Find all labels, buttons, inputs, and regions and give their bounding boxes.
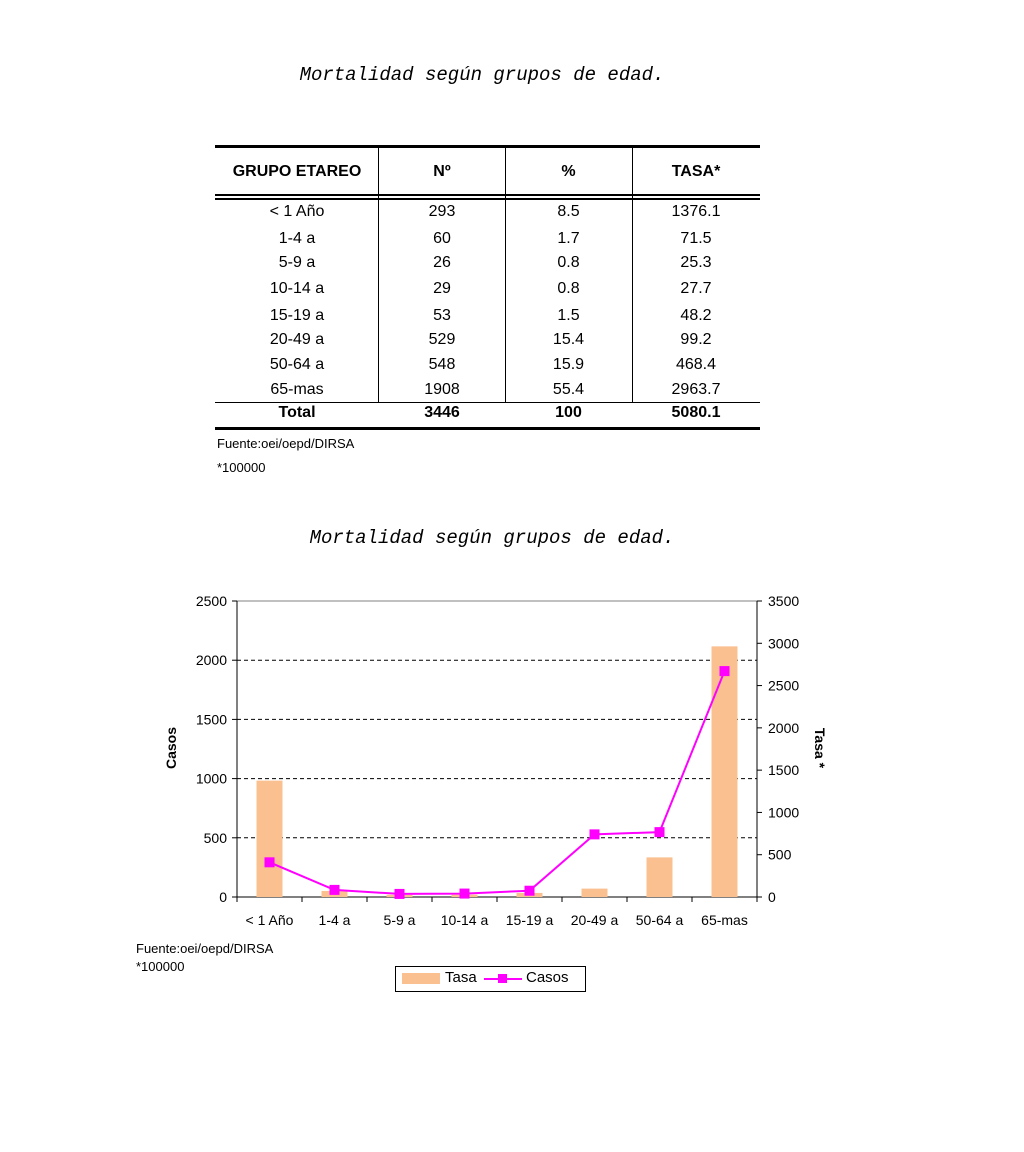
row-porcentaje: 1.5 bbox=[557, 307, 580, 324]
row-grupo: 1-4 a bbox=[278, 230, 316, 247]
bar-tasa bbox=[582, 889, 608, 897]
total-tasa: 5080.1 bbox=[671, 404, 721, 421]
chart-footnote: *100000 bbox=[136, 959, 185, 974]
y-right-tick-label: 3000 bbox=[768, 635, 800, 652]
row-grupo: 15-19 a bbox=[269, 307, 325, 324]
y-right-tick-label: 2500 bbox=[768, 677, 800, 694]
row-grupo: 10-14 a bbox=[269, 280, 325, 297]
row-numero: 529 bbox=[428, 331, 456, 348]
marker-casos bbox=[590, 829, 600, 839]
row-grupo: 5-9 a bbox=[278, 254, 316, 271]
plot-area bbox=[237, 601, 757, 897]
row-tasa: 2963.7 bbox=[671, 381, 721, 398]
y-left-tick-label: 1500 bbox=[195, 711, 227, 728]
chart-source: Fuente:oei/oepd/DIRSA bbox=[136, 941, 274, 956]
y-right-tick-label: 3500 bbox=[768, 593, 800, 609]
row-tasa: 468.4 bbox=[675, 356, 717, 373]
row-tasa: 99.2 bbox=[680, 331, 712, 348]
x-tick-label: 20-49 a bbox=[570, 912, 619, 928]
row-grupo: 65-mas bbox=[270, 381, 324, 398]
x-tick-label: 15-19 a bbox=[505, 912, 554, 928]
row-porcentaje: 1.7 bbox=[557, 230, 580, 247]
row-tasa: 25.3 bbox=[680, 254, 712, 271]
x-tick-label: < 1 Año bbox=[245, 912, 294, 928]
y-right-axis-label: Tasa * bbox=[812, 727, 828, 769]
table-source: Fuente:oei/oepd/DIRSA bbox=[217, 436, 355, 451]
row-numero: 1908 bbox=[424, 381, 460, 398]
legend-swatch-tasa bbox=[402, 973, 440, 984]
row-grupo: 50-64 a bbox=[269, 356, 325, 373]
y-right-tick-label: 0 bbox=[768, 889, 776, 905]
row-tasa: 1376.1 bbox=[671, 203, 721, 220]
row-numero: 293 bbox=[428, 203, 456, 220]
row-numero: 60 bbox=[433, 230, 451, 247]
legend-marker-casos bbox=[498, 974, 507, 983]
legend-label-casos: Casos bbox=[526, 969, 569, 986]
header-porcentaje: % bbox=[561, 163, 576, 180]
total-label: Total bbox=[278, 404, 316, 421]
marker-casos bbox=[330, 885, 340, 895]
y-left-tick-label: 0 bbox=[219, 889, 227, 905]
row-tasa: 48.2 bbox=[680, 307, 712, 324]
x-tick-label: 1-4 a bbox=[318, 912, 351, 928]
marker-casos bbox=[655, 827, 665, 837]
y-right-tick-label: 500 bbox=[768, 846, 792, 863]
row-grupo: 20-49 a bbox=[269, 331, 325, 348]
x-tick-label: 50-64 a bbox=[635, 912, 684, 928]
marker-casos bbox=[720, 666, 730, 676]
y-left-tick-label: 500 bbox=[203, 829, 227, 846]
chart-title: Mortalidad según grupos de edad. bbox=[309, 527, 675, 549]
chart-legend bbox=[395, 966, 586, 992]
row-grupo: < 1 Año bbox=[269, 203, 325, 220]
row-porcentaje: 15.4 bbox=[552, 331, 585, 348]
y-left-tick-label: 2000 bbox=[195, 652, 227, 669]
header-tasa: TASA* bbox=[671, 163, 721, 180]
row-porcentaje: 0.8 bbox=[557, 254, 580, 271]
legend-label-tasa: Tasa bbox=[445, 969, 477, 986]
bar-tasa bbox=[647, 857, 673, 897]
table-footnote: *100000 bbox=[217, 460, 266, 475]
header-grupo-etareo: GRUPO ETAREO bbox=[232, 163, 362, 180]
row-porcentaje: 15.9 bbox=[552, 356, 585, 373]
marker-casos bbox=[395, 889, 405, 899]
row-numero: 53 bbox=[433, 307, 451, 324]
x-tick-label: 10-14 a bbox=[440, 912, 489, 928]
bar-tasa bbox=[712, 646, 738, 897]
row-tasa: 71.5 bbox=[680, 230, 712, 247]
y-left-tick-label: 2500 bbox=[195, 593, 227, 609]
row-porcentaje: 8.5 bbox=[557, 203, 580, 220]
y-right-tick-label: 2000 bbox=[768, 719, 800, 736]
row-numero: 29 bbox=[433, 280, 451, 297]
marker-casos bbox=[525, 886, 535, 896]
y-left-tick-label: 1000 bbox=[195, 770, 227, 787]
table-title: Mortalidad según grupos de edad. bbox=[299, 64, 665, 86]
bar-tasa bbox=[257, 781, 283, 897]
x-tick-label: 65-mas bbox=[701, 912, 748, 928]
row-numero: 26 bbox=[433, 254, 451, 271]
y-right-tick-label: 1500 bbox=[768, 762, 800, 779]
total-porcentaje: 100 bbox=[555, 404, 582, 421]
marker-casos bbox=[460, 889, 470, 899]
y-right-tick-label: 1000 bbox=[768, 804, 800, 821]
y-left-axis-label: Casos bbox=[163, 726, 179, 770]
header-numero: Nº bbox=[433, 163, 451, 180]
row-porcentaje: 55.4 bbox=[552, 381, 585, 398]
row-porcentaje: 0.8 bbox=[557, 280, 580, 297]
row-tasa: 27.7 bbox=[680, 280, 712, 297]
row-numero: 548 bbox=[428, 356, 456, 373]
x-tick-label: 5-9 a bbox=[383, 912, 416, 928]
total-numero: 3446 bbox=[424, 404, 460, 421]
marker-casos bbox=[265, 857, 275, 867]
